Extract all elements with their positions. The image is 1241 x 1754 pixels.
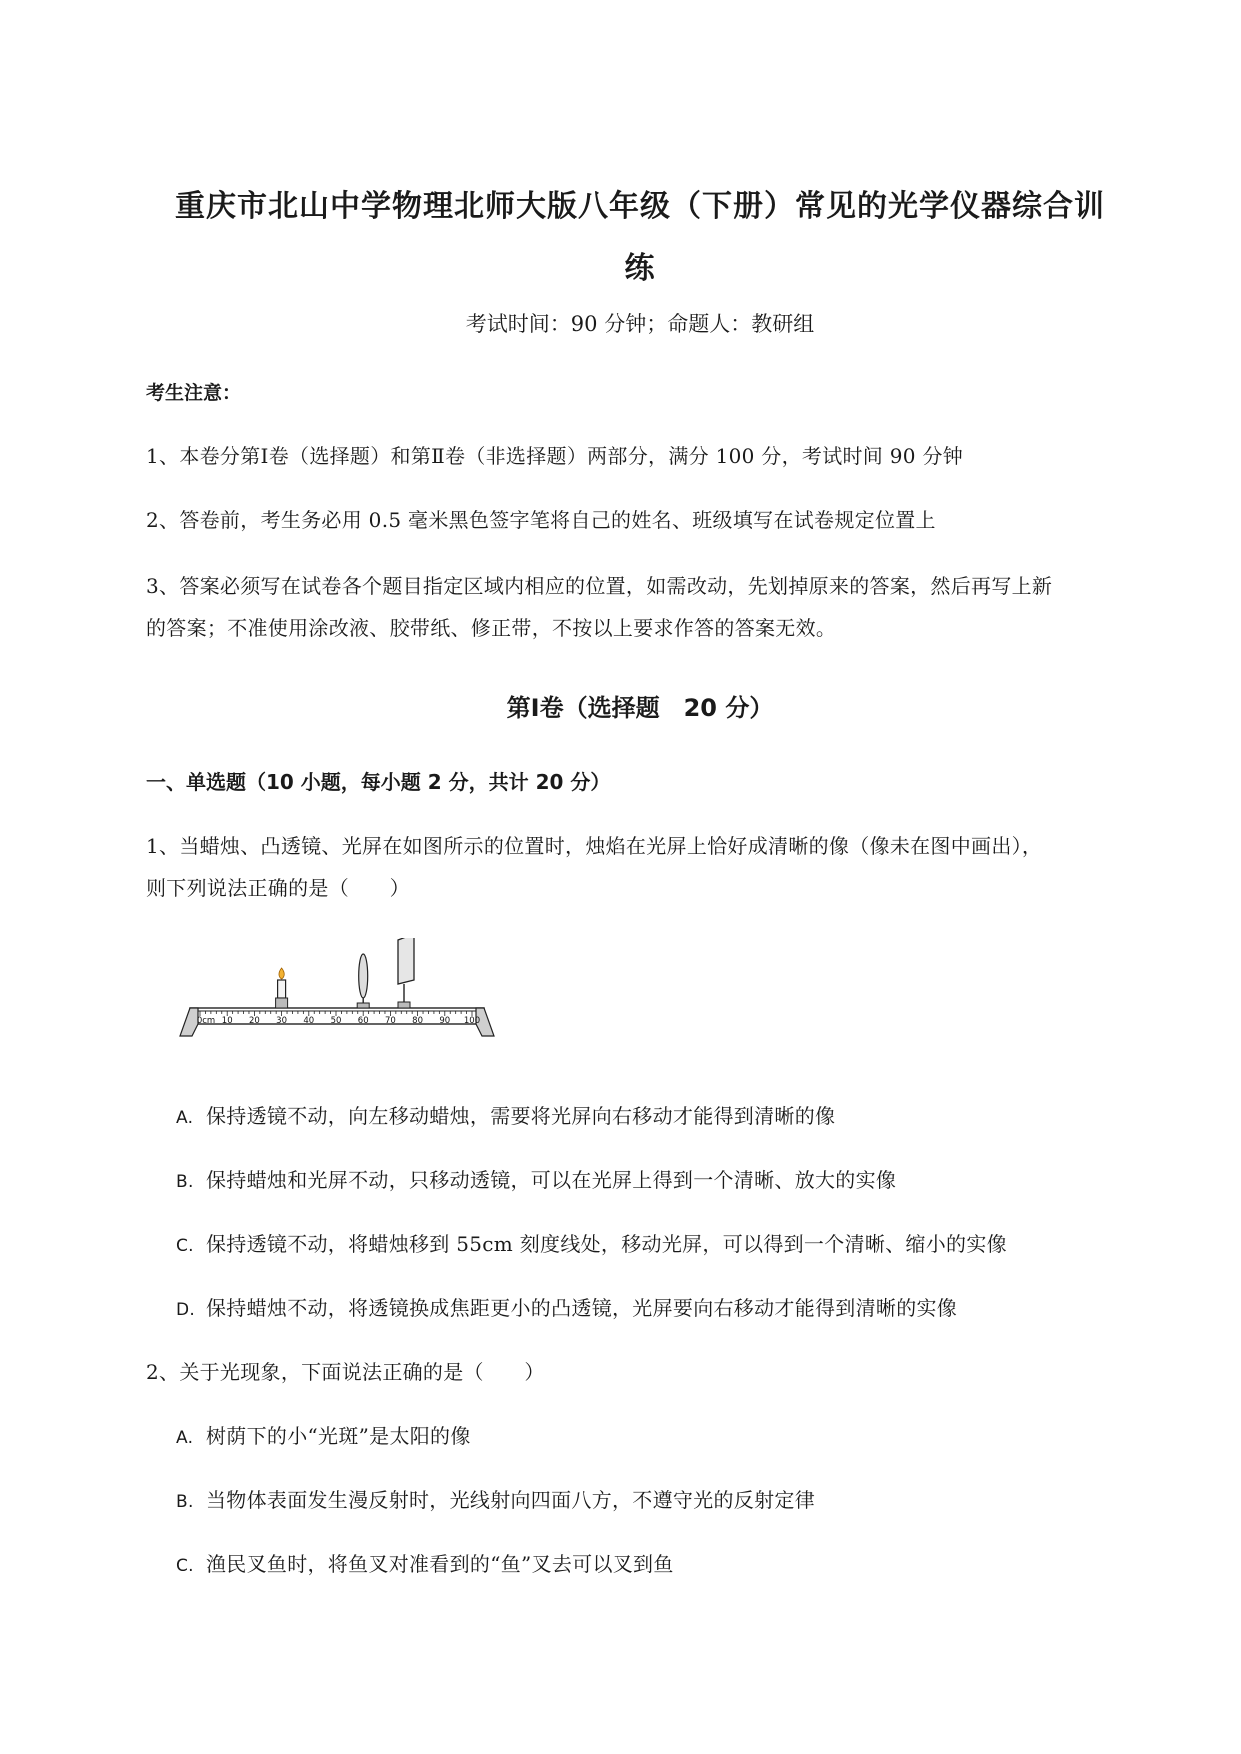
- convex-lens: [357, 954, 369, 1008]
- q1-stem-line2: 则下列说法正确的是（ ）: [146, 876, 410, 900]
- option-text: 保持蜡烛不动，将透镜换成焦距更小的凸透镜，光屏要向右移动才能得到清晰的实像: [206, 1296, 958, 1320]
- candle-body: [278, 980, 286, 998]
- optical-bench-diagram: [176, 938, 516, 1043]
- exam-subtitle: 考试时间：90 分钟；命题人：教研组: [465, 312, 815, 336]
- optical-bench-figure: [176, 938, 516, 1047]
- ruler-tick-label: 0cm: [196, 1016, 216, 1026]
- bench-left-leg: [180, 1008, 198, 1036]
- option-label: A.: [176, 1428, 194, 1448]
- option-label: D.: [176, 1300, 196, 1320]
- notice-item-3-line1: 3、答案必须写在试卷各个题目指定区域内相应的位置，如需改动，先划掉原来的答案，然后再写上新: [146, 574, 1053, 598]
- q2-option-a[interactable]: [176, 1420, 471, 1449]
- option-label: B.: [176, 1492, 194, 1512]
- ruler-tick-label: 70: [384, 1016, 396, 1026]
- q1-option-c[interactable]: [176, 1228, 1007, 1257]
- ruler-tick-label: 50: [330, 1016, 342, 1026]
- part-heading: 一、单选题（10 小题，每小题 2 分，共计 20 分）: [146, 770, 611, 794]
- option-text: 保持透镜不动，向左移动蜡烛，需要将光屏向右移动才能得到清晰的像: [206, 1104, 836, 1128]
- q2-stem: 2、关于光现象，下面说法正确的是（ ）: [146, 1360, 545, 1384]
- lens-holder: [357, 1003, 369, 1008]
- notice-item-3-line2: 的答案；不准使用涂改液、胶带纸、修正带，不按以上要求作答的答案无效。: [146, 616, 837, 640]
- option-text: 当物体表面发生漫反射时，光线射向四面八方，不遵守光的反射定律: [206, 1488, 815, 1512]
- option-text: 渔民叉鱼时，将鱼叉对准看到的“鱼”叉去可以叉到鱼: [206, 1552, 674, 1576]
- ruler-tick-label: 60: [357, 1016, 369, 1026]
- section-title: 第Ⅰ卷（选择题 20 分）: [506, 694, 774, 722]
- ruler-tick-label: 100: [463, 1016, 481, 1026]
- candle-flame: [279, 968, 284, 979]
- option-text: 保持蜡烛和光屏不动，只移动透镜，可以在光屏上得到一个清晰、放大的实像: [206, 1168, 897, 1192]
- option-label: C.: [176, 1556, 194, 1576]
- q1-option-b[interactable]: [176, 1164, 896, 1193]
- q2-option-b[interactable]: [176, 1484, 815, 1513]
- q2-option-c[interactable]: [176, 1548, 674, 1577]
- screen-panel: [398, 938, 414, 984]
- notice-heading: 考生注意：: [146, 382, 242, 404]
- exam-title-line1: 重庆市北山中学物理北师大版八年级（下册）常见的光学仪器综合训: [175, 189, 1105, 224]
- option-label: C.: [176, 1236, 194, 1256]
- option-label: A.: [176, 1108, 194, 1128]
- ruler-tick-label: 90: [439, 1016, 451, 1026]
- ruler-tick-label: 40: [303, 1016, 315, 1026]
- candle-holder: [276, 998, 288, 1008]
- light-screen: [398, 938, 414, 1008]
- notice-item-1: 1、本卷分第Ⅰ卷（选择题）和第Ⅱ卷（非选择题）两部分，满分 100 分，考试时间 90 分钟: [146, 444, 964, 468]
- lens-body: [359, 954, 368, 998]
- q1-stem-line1: 1、当蜡烛、凸透镜、光屏在如图所示的位置时，烛焰在光屏上恰好成清晰的像（像未在图中画出），: [146, 834, 1043, 858]
- ruler-tick-label: 20: [248, 1016, 260, 1026]
- exam-title-line2: 练: [624, 251, 656, 286]
- ruler-tick-label: 10: [221, 1016, 233, 1026]
- option-label: B.: [176, 1172, 194, 1192]
- ruler-tick-label: 30: [276, 1016, 288, 1026]
- notice-item-2: 2、答卷前，考生务必用 0.5 毫米黑色签字笔将自己的姓名、班级填写在试卷规定位置上: [146, 508, 936, 532]
- q1-option-d[interactable]: [176, 1292, 957, 1321]
- q1-option-a[interactable]: [176, 1100, 835, 1129]
- option-text: 保持透镜不动，将蜡烛移到 55cm 刻度线处，移动光屏，可以得到一个清晰、缩小的实像: [206, 1232, 1007, 1256]
- option-text: 树荫下的小“光斑”是太阳的像: [206, 1424, 471, 1448]
- ruler-tick-label: 80: [412, 1016, 424, 1026]
- candle: [276, 968, 288, 1008]
- screen-holder: [398, 1002, 410, 1008]
